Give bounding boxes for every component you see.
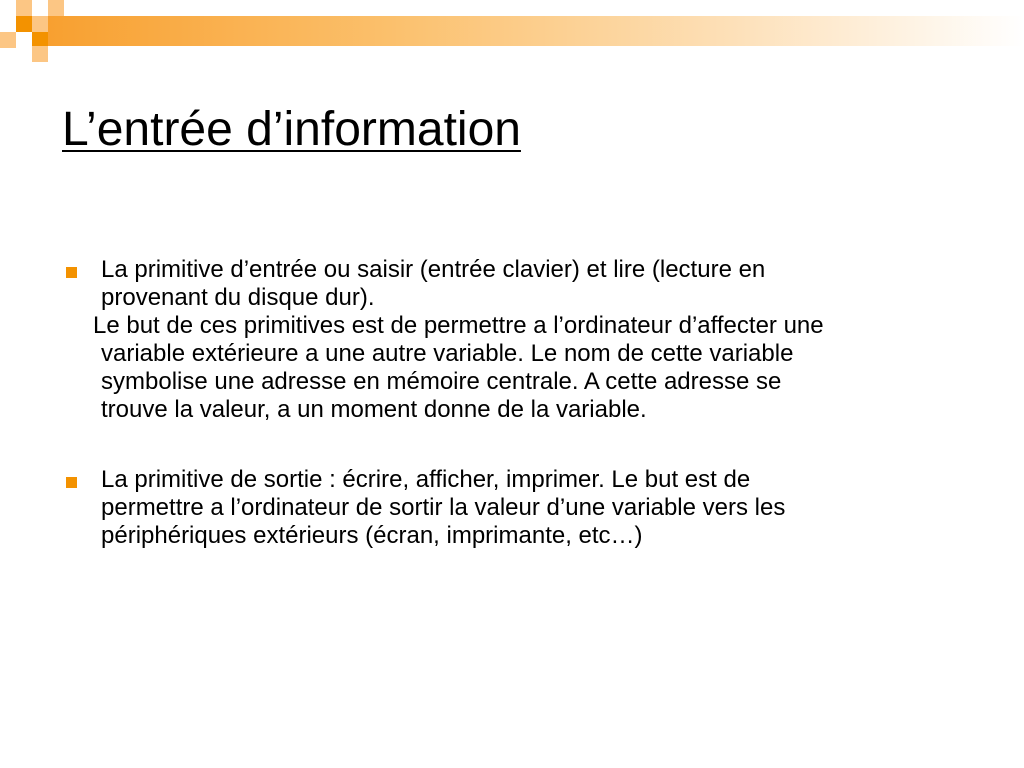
- continuation-line: variable extérieure a une autre variable. Le nom de cette variable: [101, 340, 794, 367]
- bullet-square-icon: [66, 267, 77, 278]
- continuation-line: trouve la valeur, a un moment donne de la variable.: [101, 396, 647, 423]
- bullet-text-line: périphériques extérieurs (écran, imprimante, etc…): [101, 522, 643, 549]
- slide-title: L’entrée d’information: [62, 103, 521, 156]
- bullet-item: [60, 256, 970, 312]
- top-gradient-band: [48, 16, 1024, 46]
- bullet-square-icon: [66, 477, 77, 488]
- bullet-text-line: La primitive de sortie : écrire, afficher, imprimer. Le but est de: [101, 466, 751, 493]
- continuation-line: symbolise une adresse en mémoire centrale. A cette adresse se: [101, 368, 782, 395]
- deco-square: [32, 16, 48, 32]
- deco-square: [16, 16, 32, 32]
- bullet-text-line: provenant du disque dur).: [101, 284, 375, 311]
- bullet-item: [60, 466, 970, 550]
- continuation-paragraph: [60, 312, 970, 424]
- bullet-text-line: permettre a l’ordinateur de sortir la valeur d’une variable vers les: [101, 494, 786, 521]
- deco-square: [0, 32, 16, 48]
- deco-square: [32, 46, 48, 62]
- bullet-text-line: La primitive d’entrée ou saisir (entrée clavier) et lire (lecture en: [101, 256, 766, 283]
- slide-body: [60, 256, 970, 550]
- deco-square: [16, 0, 32, 16]
- continuation-first-line: Le but de ces primitives est de permettre a l’ordinateur d’affecter une: [93, 312, 824, 339]
- deco-square: [48, 0, 64, 16]
